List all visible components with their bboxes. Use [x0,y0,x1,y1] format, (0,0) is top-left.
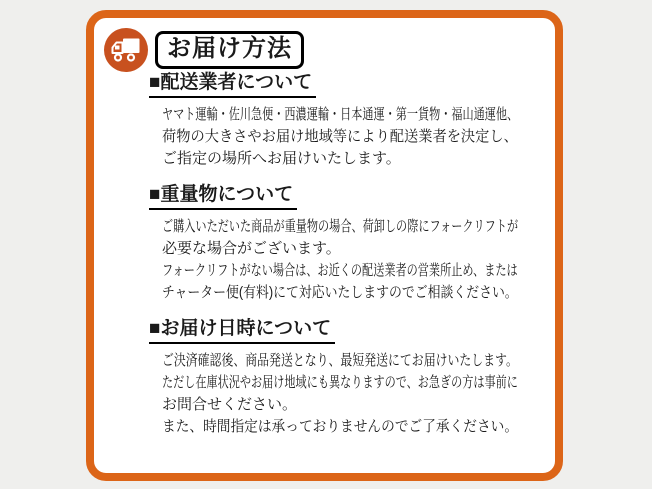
section-text-line: 必要な場合がございます。 [162,240,341,257]
section-text-line: ご決済確認後、商品発送となり、最短発送にてお届けいたします。 [162,352,518,369]
section-body [162,104,555,170]
section-heading-wrap [149,184,555,210]
section-text-line: お問合せください。 [162,396,298,413]
section-text-line: フォークリフトがない場合は、お近くの配送業者の営業所止め、または [162,262,518,279]
section-body [162,350,555,438]
section-body [162,216,555,304]
delivery-info-card [86,10,563,481]
section-text-line: ヤマト運輸・佐川急便・西濃運輸・日本通運・第一貨物・福山通運他、 [162,106,519,123]
section-heading: ■配送業者について [149,72,316,98]
truck-icon [104,28,148,72]
section-text-line: ただし在庫状況やお届け地域にも異なりますので、お急ぎの方は事前に [162,374,518,391]
section-text-line: また、時間指定は承っておりませんのでご了承ください。 [162,418,519,435]
delivery-section-3 [149,318,555,438]
section-heading: ■重量物について [149,184,297,210]
section-text-line: 荷物の大きさやお届け地域等により配送業者を決定し、 [162,128,518,145]
section-text-line: チャーター便(有料)にて対応いたしますのでご相談ください。 [162,284,518,301]
section-heading: ■お届け日時について [149,318,335,344]
section-heading-wrap [149,72,555,98]
delivery-sections [149,72,555,438]
section-heading-wrap [149,318,555,344]
delivery-title-row [104,28,555,72]
section-text-line: ご指定の場所へお届けいたします。 [162,150,401,167]
page-title: お届け方法 [155,31,304,70]
section-text-line: ご購入いただいた商品が重量物の場合、荷卸しの際にフォークリフトが [162,218,519,235]
delivery-section-1 [149,72,555,170]
delivery-section-2 [149,184,555,304]
